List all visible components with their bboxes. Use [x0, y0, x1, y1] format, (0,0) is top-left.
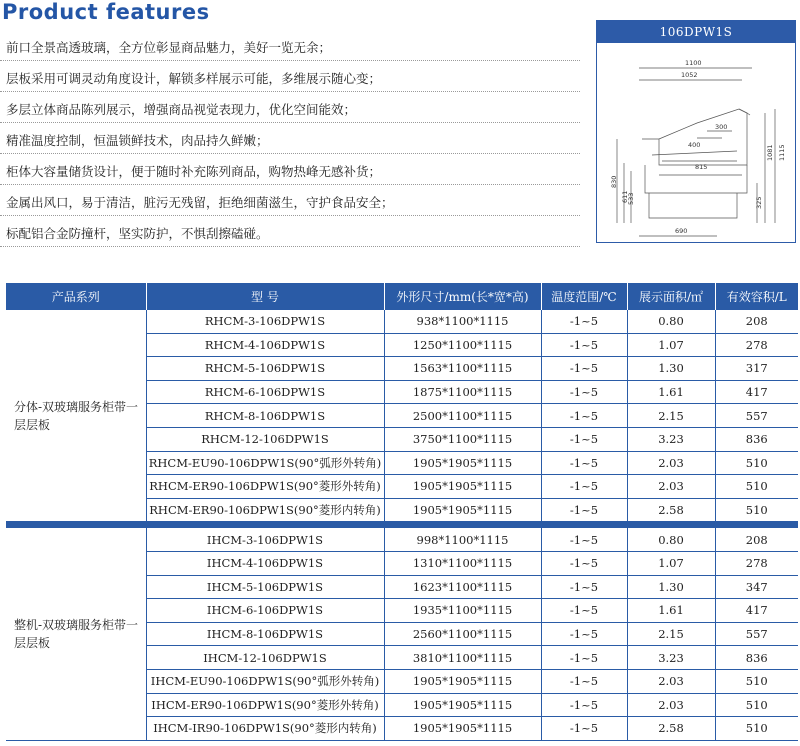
table-row [6, 528, 798, 551]
header-model: 型 号 [146, 283, 384, 310]
feature-item [0, 185, 580, 216]
area-cell: 1.07 [627, 333, 715, 357]
model-cell: IHCM-8-106DPW1S [146, 622, 384, 646]
feature-text: 多层立体商品陈列展示，增强商品视觉表现力，优化空间能效； [6, 102, 357, 117]
header-dimensions: 外形尺寸/mm(长*宽*高) [384, 283, 541, 310]
volume-cell: 557 [715, 622, 798, 646]
feature-item [0, 123, 580, 154]
dimensions-cell: 1905*1905*1115 [384, 475, 541, 499]
feature-text: 柜体大容量储货设计，便于随时补充陈列商品，购物热峰无感补货； [6, 164, 382, 179]
model-cell: RHCM-ER90-106DPW1S(90°菱形外转角) [146, 475, 384, 499]
dimensions-cell: 3750*1100*1115 [384, 427, 541, 451]
area-cell: 2.58 [627, 498, 715, 522]
series-cell: 整机-双玻璃服务柜带一层层板 [6, 528, 146, 740]
dim-label-1100: 1100 [685, 59, 702, 67]
feature-item [0, 154, 580, 185]
volume-cell: 510 [715, 498, 798, 522]
cabinet-section-diagram [597, 43, 795, 242]
model-cell: IHCM-6-106DPW1S [146, 599, 384, 623]
model-cell: IHCM-3-106DPW1S [146, 528, 384, 551]
dimensions-cell: 2560*1100*1115 [384, 622, 541, 646]
model-cell: RHCM-6-106DPW1S [146, 380, 384, 404]
area-cell: 3.23 [627, 646, 715, 670]
dimensions-cell: 2500*1100*1115 [384, 404, 541, 428]
area-cell: 2.15 [627, 404, 715, 428]
temperature-cell: -1~5 [541, 599, 627, 623]
volume-cell: 557 [715, 404, 798, 428]
area-cell: 1.07 [627, 551, 715, 575]
temperature-cell: -1~5 [541, 380, 627, 404]
model-cell: RHCM-EU90-106DPW1S(90°弧形外转角) [146, 451, 384, 475]
model-cell: IHCM-4-106DPW1S [146, 551, 384, 575]
temperature-cell: -1~5 [541, 528, 627, 551]
dimensions-cell: 1905*1905*1115 [384, 451, 541, 475]
dimensions-cell: 1935*1100*1115 [384, 599, 541, 623]
model-cell: IHCM-IR90-106DPW1S(90°菱形内转角) [146, 717, 384, 741]
volume-cell: 417 [715, 380, 798, 404]
dim-label-300: 300 [715, 123, 728, 131]
temperature-cell: -1~5 [541, 669, 627, 693]
dim-label-1052: 1052 [681, 71, 698, 79]
volume-cell: 208 [715, 528, 798, 551]
dim-label-533: 533 [627, 192, 635, 205]
dimensions-cell: 1623*1100*1115 [384, 575, 541, 599]
feature-text: 金属出风口，易于清洁，脏污无残留，拒绝细菌滋生，守护食品安全； [6, 195, 394, 210]
volume-cell: 836 [715, 427, 798, 451]
area-cell: 0.80 [627, 310, 715, 333]
feature-text: 层板采用可调灵动角度设计，解锁多样展示可能，多维展示随心变； [6, 71, 382, 86]
area-cell: 2.58 [627, 717, 715, 741]
dimensions-cell: 1905*1905*1115 [384, 669, 541, 693]
dimensions-cell: 998*1100*1115 [384, 528, 541, 551]
temperature-cell: -1~5 [541, 693, 627, 717]
feature-text: 精准温度控制，恒温锁鲜技术，肉品持久鲜嫩； [6, 133, 269, 148]
model-cell: RHCM-5-106DPW1S [146, 357, 384, 381]
temperature-cell: -1~5 [541, 333, 627, 357]
dimensions-cell: 1905*1905*1115 [384, 693, 541, 717]
dim-label-1115: 1115 [778, 144, 786, 161]
dim-label-830: 830 [610, 175, 618, 188]
volume-cell: 317 [715, 357, 798, 381]
model-cell: IHCM-EU90-106DPW1S(90°弧形外转角) [146, 669, 384, 693]
feature-text: 前口全景高透玻璃，全方位彰显商品魅力，美好一览无余； [6, 40, 332, 55]
dim-label-611: 611 [621, 190, 629, 203]
dimensions-cell: 1250*1100*1115 [384, 333, 541, 357]
area-cell: 3.23 [627, 427, 715, 451]
area-cell: 1.61 [627, 380, 715, 404]
temperature-cell: -1~5 [541, 357, 627, 381]
dimensions-cell: 1905*1905*1115 [384, 498, 541, 522]
page-title: Product features [2, 0, 210, 24]
dimensions-cell: 3810*1100*1115 [384, 646, 541, 670]
temperature-cell: -1~5 [541, 717, 627, 741]
model-diagram-box [596, 20, 796, 243]
cabinet-outline [642, 109, 747, 165]
volume-cell: 417 [715, 599, 798, 623]
model-cell: RHCM-4-106DPW1S [146, 333, 384, 357]
header-series: 产品系列 [6, 283, 146, 310]
dimensions-cell: 938*1100*1115 [384, 310, 541, 333]
temperature-cell: -1~5 [541, 575, 627, 599]
header-volume: 有效容积/L [715, 283, 798, 310]
model-cell: IHCM-12-106DPW1S [146, 646, 384, 670]
area-cell: 1.30 [627, 357, 715, 381]
temperature-cell: -1~5 [541, 310, 627, 333]
dim-label-400: 400 [688, 141, 701, 149]
volume-cell: 510 [715, 451, 798, 475]
model-title: 106DPW1S [597, 21, 795, 43]
temperature-cell: -1~5 [541, 498, 627, 522]
volume-cell: 510 [715, 475, 798, 499]
table-header-row [6, 283, 798, 310]
model-cell: RHCM-8-106DPW1S [146, 404, 384, 428]
dim-label-325: 325 [755, 196, 763, 209]
model-cell: RHCM-ER90-106DPW1S(90°菱形内转角) [146, 498, 384, 522]
dimensions-cell: 1905*1905*1115 [384, 717, 541, 741]
dimensions-cell: 1563*1100*1115 [384, 357, 541, 381]
temperature-cell: -1~5 [541, 646, 627, 670]
volume-cell: 836 [715, 646, 798, 670]
area-cell: 1.30 [627, 575, 715, 599]
feature-item [0, 61, 580, 92]
model-cell: RHCM-3-106DPW1S [146, 310, 384, 333]
area-cell: 1.61 [627, 599, 715, 623]
temperature-cell: -1~5 [541, 427, 627, 451]
dimensions-cell: 1310*1100*1115 [384, 551, 541, 575]
feature-text: 标配铝合金防撞杆，坚实防护，不惧刮擦磕碰。 [6, 226, 269, 241]
dim-label-1081: 1081 [766, 144, 774, 161]
volume-cell: 347 [715, 575, 798, 599]
area-cell: 0.80 [627, 528, 715, 551]
volume-cell: 510 [715, 693, 798, 717]
feature-item [0, 216, 580, 247]
volume-cell: 278 [715, 551, 798, 575]
dimensions-cell: 1875*1100*1115 [384, 380, 541, 404]
top-bar [739, 109, 750, 115]
feature-item [0, 30, 580, 61]
dim-label-690: 690 [675, 227, 688, 235]
temperature-cell: -1~5 [541, 622, 627, 646]
volume-cell: 278 [715, 333, 798, 357]
area-cell: 2.03 [627, 693, 715, 717]
volume-cell: 208 [715, 310, 798, 333]
temperature-cell: -1~5 [541, 404, 627, 428]
model-cell: IHCM-ER90-106DPW1S(90°菱形外转角) [146, 693, 384, 717]
feature-list [0, 30, 580, 247]
volume-cell: 510 [715, 717, 798, 741]
header-display-area: 展示面积/㎡ [627, 283, 715, 310]
area-cell: 2.15 [627, 622, 715, 646]
model-cell: IHCM-5-106DPW1S [146, 575, 384, 599]
temperature-cell: -1~5 [541, 451, 627, 475]
shelf-line [652, 151, 737, 155]
area-cell: 2.03 [627, 475, 715, 499]
temperature-cell: -1~5 [541, 551, 627, 575]
volume-cell: 510 [715, 669, 798, 693]
series-cell: 分体-双玻璃服务柜带一层层板 [6, 310, 146, 522]
spec-table [6, 283, 798, 741]
model-cell: RHCM-12-106DPW1S [146, 427, 384, 451]
temperature-cell: -1~5 [541, 475, 627, 499]
dim-label-815: 815 [695, 163, 708, 171]
table-row [6, 310, 798, 333]
header-temperature: 温度范围/℃ [541, 283, 627, 310]
area-cell: 2.03 [627, 669, 715, 693]
cabinet-storage [649, 193, 737, 218]
feature-item [0, 92, 580, 123]
area-cell: 2.03 [627, 451, 715, 475]
